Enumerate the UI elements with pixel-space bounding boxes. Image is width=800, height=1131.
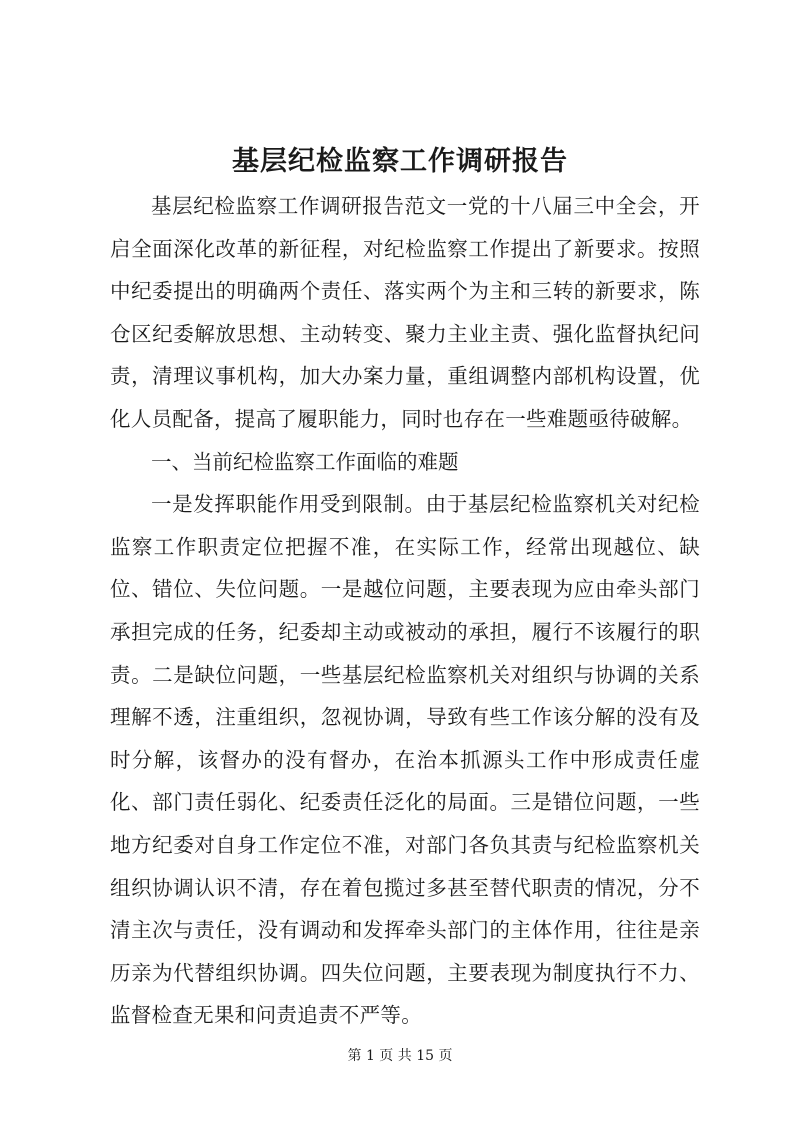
document-title: 基层纪检监察工作调研报告: [232, 146, 568, 177]
intro-paragraph: 基层纪检监察工作调研报告范文一党的十八届三中全会，开启全面深化改革的新征程，对纪检监察工作提出了新要求。按照中纪委提出的明确两个责任、落实两个为主和三转的新要求，陈仓区纪委解放思想、主动转变、聚力主业主责、强化监督执纪问责，清理议事机构，加大办案力量，重组调整内部机构设置，优化人员配备，提高了履职能力，同时也存在一些难题亟待破解。: [110, 194, 700, 431]
page-number-footer: 第 1 页 共 15 页: [347, 1048, 453, 1064]
body-paragraph: 一是发挥职能作用受到限制。由于基层纪检监察机关对纪检监察工作职责定位把握不准，在实际工作，经常出现越位、缺位、错位、失位问题。一是越位问题，主要表现为应由牵头部门承担完成的任务，纪委却主动或被动的承担，履行不该履行的职责。二是缺位问题，一些基层纪检监察机关对组织与协调的关系理解不透，注重组织，忽视协调，导致有些工作该分解的没有及时分解，该督办的没有督办，在治本抓源头工作中形成责任虚化、部门责任弱化、纪委责任泛化的局面。三是错位问题，一些地方纪委对自身工作定位不准，对部门各负其责与纪检监察机关组织协调认识不清，存在着包揽过多甚至替代职责的情况，分不清主次与责任，没有调动和发挥牵头部门的主体作用，往往是亲历亲为代替组织协调。四失位问题，主要表现为制度执行不力、监督检查无果和问责追责不严等。: [110, 492, 700, 1028]
section-heading: 一、当前纪检监察工作面临的难题: [151, 449, 459, 474]
document-body: [110, 185, 700, 1037]
